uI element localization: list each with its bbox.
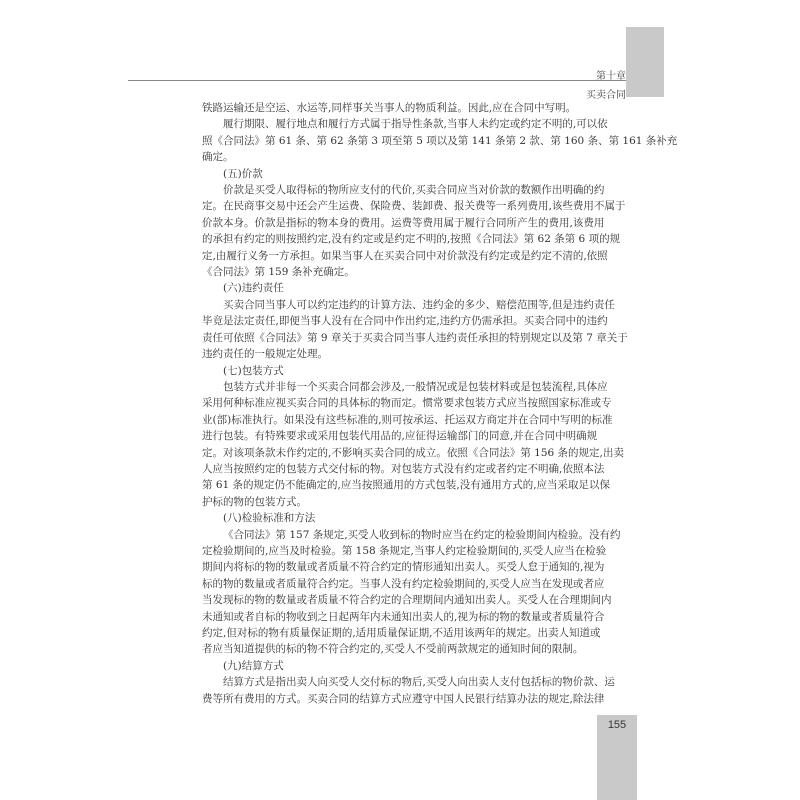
text-line: 者应当知道提供的标的物不符合约定的,买受人不受前两款规定的通知时间的限制。: [202, 643, 584, 656]
text-line: 定检验期间的,应当及时检验。第 158 条规定,当事人约定检验期间的,买受人应当在检验: [202, 544, 607, 557]
text-line: 铁路运输还是空运、水运等,同样事关当事人的物质利益。因此,应在合同中写明。: [202, 102, 577, 114]
text-line: 约定,但对标的物有质量保证期的,适用质量保证期,不适用该两年的规定。出卖人知道或: [202, 627, 601, 639]
chapter-tab-marker: [626, 27, 664, 97]
text-line: 标的物的数量或者质量符合约定。当事人没有约定检验期间的,买受人应当在发现或者应: [202, 577, 605, 590]
text-line: 期间内将标的物的数量或者质量不符合约定的情形通知出卖人。买受人怠于通知的,视为: [202, 561, 605, 574]
text-line: 责任可依照《合同法》第 9 章关于买卖合同当事人违约责任承担的特别规定以及第 7 章关于: [202, 331, 628, 344]
text-line: 定。在民商事交易中还会产生运费、保险费、装卸费、报关费等一系列费用,该些费用不属于: [202, 200, 626, 213]
text-line: 《合同法》第 157 条规定,买受人收到标的物时应当在约定的检验期间内检验。没有约: [223, 528, 621, 541]
text-line: 护标的物的包装方式。: [202, 495, 307, 508]
text-line: 业(部)标准执行。如果没有这些标准的,则可按承运、托运双方商定并在合同中写明的标准: [202, 413, 613, 426]
page-body: [202, 100, 678, 707]
text-line: 结算方式是指出卖人向买受人交付标的物后,买受人向出卖人支付包括标的物价款、运: [223, 676, 615, 689]
text-line: 确定。: [202, 151, 234, 164]
text-line: (八)检验标准和方法: [223, 512, 316, 525]
text-line: 第 61 条的规定仍不能确定的,应当按照通用的方式包装,没有通用方式的,应当采取足以保: [202, 479, 611, 492]
text-line: 违约责任的一般规定处理。: [202, 348, 328, 361]
text-line: (九)结算方式: [223, 659, 284, 672]
running-header-chapter: 第十章: [596, 71, 626, 82]
text-line: 照《合同法》第 61 条、第 62 条第 3 项至第 5 项以及第 141 条第 2 款、第 160 条、第 161 条补充: [202, 134, 678, 147]
text-line: 价款是买受人取得标的物所应支付的代价,买卖合同应当对价款的数额作出明确的约: [223, 184, 605, 197]
text-line: 价款本身。价款是指标的物本身的费用。运费等费用属于履行合同所产生的费用,该费用: [202, 216, 605, 229]
text-line: 进行包装。有特殊要求或采用包装代用品的,应征得运输部门的同意,并在合同中明确规: [202, 430, 598, 443]
text-line: 的承担有约定的则按照约定,没有约定或是约定不明的,按照《合同法》第 62 条第 6 项的规: [202, 233, 621, 246]
text-line: 定。对该项条款未作约定的,不影响买卖合同的成立。依照《合同法》第 156 条的规定,出卖: [202, 446, 624, 459]
text-line: 采用何种标准应视买卖合同的具体标的物而定。惯常要求包装方式应当按照国家标准或专: [202, 397, 612, 410]
text-line: 买卖合同当事人可以约定违约的计算方法、违约金的多少、赔偿范围等,但是违约责任: [223, 298, 615, 311]
page-number: 155: [607, 719, 627, 731]
page-number-tab: [597, 715, 637, 800]
header-rule: [128, 80, 626, 81]
text-line: 未通知或者自标的物收到之日起两年内未通知出卖人的,视为标的物的数量或者质量符合: [202, 610, 605, 623]
text-line: 定,由履行义务一方承担。如果当事人在买卖合同中对价款没有约定或是约定不清的,依照: [202, 249, 608, 262]
text-line: 人应当按照约定的包装方式交付标的物。对包装方式没有约定或者约定不明确,依照本法: [202, 462, 605, 475]
text-line: (五)价款: [223, 167, 263, 180]
running-header-section: 买卖合同: [586, 90, 626, 101]
text-line: (七)包装方式: [223, 364, 284, 377]
text-line: 费等所有费用的方式。买卖合同的结算方式应遵守中国人民银行结算办法的规定,除法律: [202, 692, 605, 705]
text-line: 当发现标的物的数量或者质量不符合约定的合理期间内通知出卖人。买受人在合理期间内: [202, 594, 612, 607]
text-line: 履行期限、履行地点和履行方式属于指导性条款,当事人未约定或约定不明的,可以依: [223, 118, 608, 131]
text-line: 毕竟是法定责任,即便当事人没有在合同中作出约定,违约方仍需承担。买卖合同中的违约: [202, 315, 608, 328]
text-line: 包装方式并非每一个买卖合同都会涉及,一般情况或是包装材料或是包装流程,具体应: [223, 380, 608, 393]
text-line: (六)违约责任: [223, 282, 284, 295]
text-line: 《合同法》第 159 条补充确定。: [202, 266, 355, 279]
